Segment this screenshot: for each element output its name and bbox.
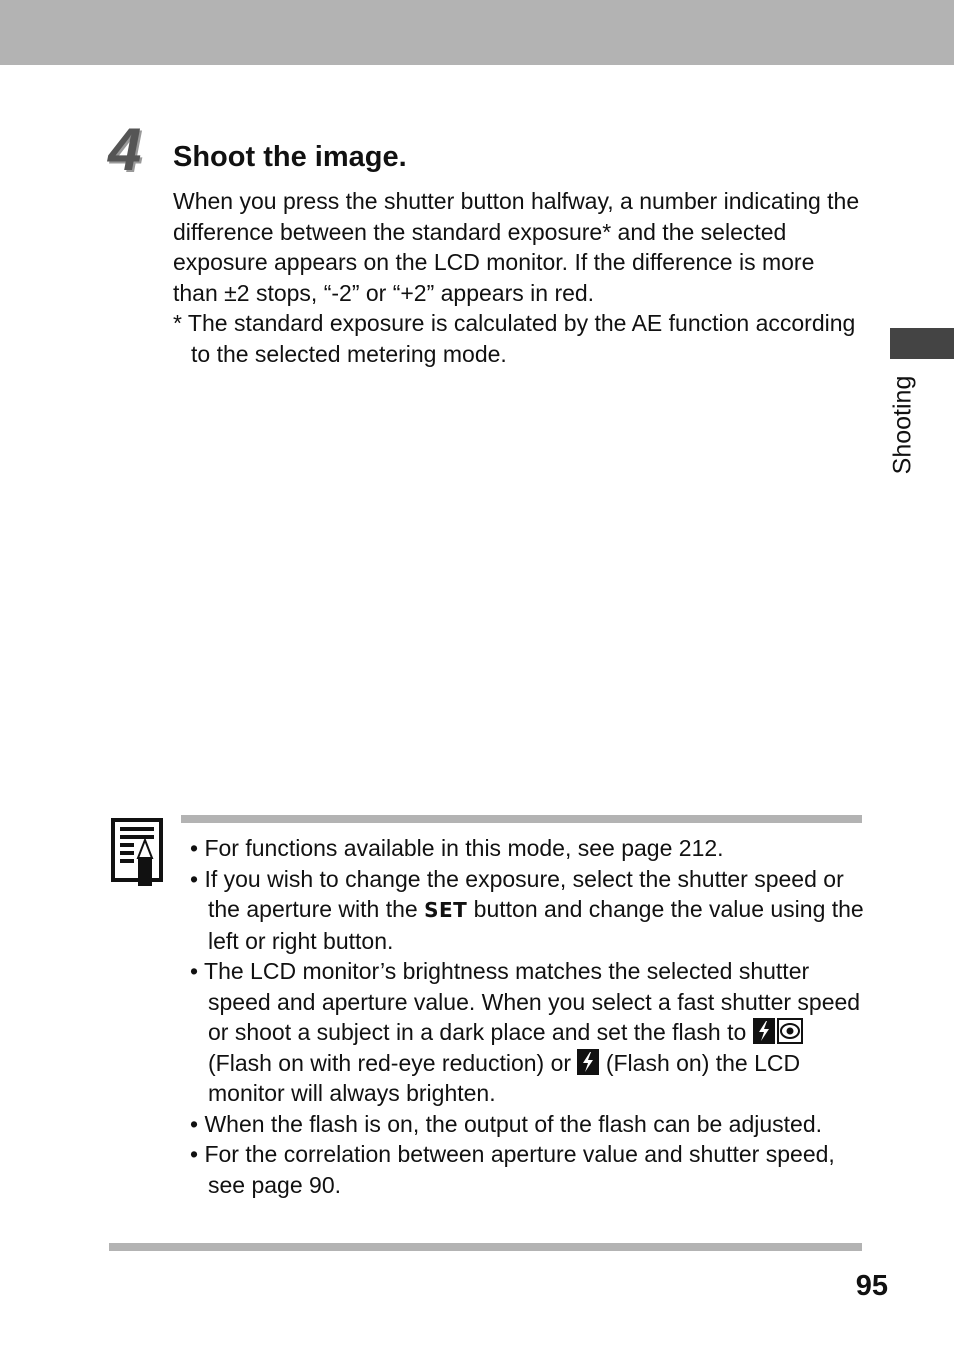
step-number: 4 (108, 116, 140, 183)
note-text: When the flash is on, the output of the flash can be adjusted. (204, 1110, 823, 1137)
note-top-rule (181, 815, 862, 823)
note-bottom-rule (109, 1243, 862, 1251)
red-eye-reduction-icon (777, 1018, 803, 1044)
list-item: • For the correlation between aperture value and shutter speed, see page 90. (190, 1141, 835, 1198)
set-button-label: SET (424, 898, 468, 922)
section-tab-marker (890, 328, 954, 359)
note-text: For functions available in this mode, see page 212. (204, 835, 724, 861)
notes-list (190, 833, 870, 1200)
note-text: For the correlation between aperture value and shutter speed, see page 90. (204, 1141, 835, 1198)
section-label-text: Shooting (888, 375, 917, 475)
list-item: • If you wish to change the exposure, select the shutter speed or the aperture with the SET button and change the value using the left or right button. (190, 865, 864, 954)
flash-icon (577, 1049, 599, 1075)
note-text: (Flash on) the LCD monitor will always brighten. (208, 1049, 801, 1106)
step-body-text: When you press the shutter button halfway, a number indicating the difference between the standard exposure* and the selected exposure appears on the LCD monitor. If the difference is more than ±2 stops, “-2” or “+2” appears in red. (173, 188, 860, 306)
note-text: button and change the value using the left or right button. (208, 896, 864, 954)
note-text: (Flash on with red-eye reduction) or (208, 1049, 578, 1076)
flash-icon (753, 1018, 775, 1044)
step-title: Shoot the image. (173, 141, 407, 173)
page-number: 95 (855, 1270, 888, 1302)
memo-pencil-icon (111, 818, 165, 886)
list-item: • For functions available in this mode, see page 212. (190, 835, 724, 861)
list-item: • The LCD monitor’s brightness matches the selected shutter speed and aperture value. When you select a fast shutter speed or shoot a subject in a dark place and set the flash to (Flash on with red-eye reduction) or (Flash on) the LCD monitor will always brighten. (190, 958, 861, 1106)
header-band (0, 0, 954, 65)
step-footnote: * The standard exposure is calculated by the AE function according to the selected metering mode. (173, 310, 856, 367)
list-item: • When the flash is on, the output of the flash can be adjusted. (190, 1110, 823, 1137)
step-description (173, 186, 863, 369)
note-text: If you wish to change the exposure, select the shutter speed or the aperture with the (204, 865, 844, 922)
note-text: The LCD monitor’s brightness matches the selected shutter speed and aperture value. When you select a fast shutter speed or shoot a subject in a dark place and set the flash to (204, 958, 861, 1045)
